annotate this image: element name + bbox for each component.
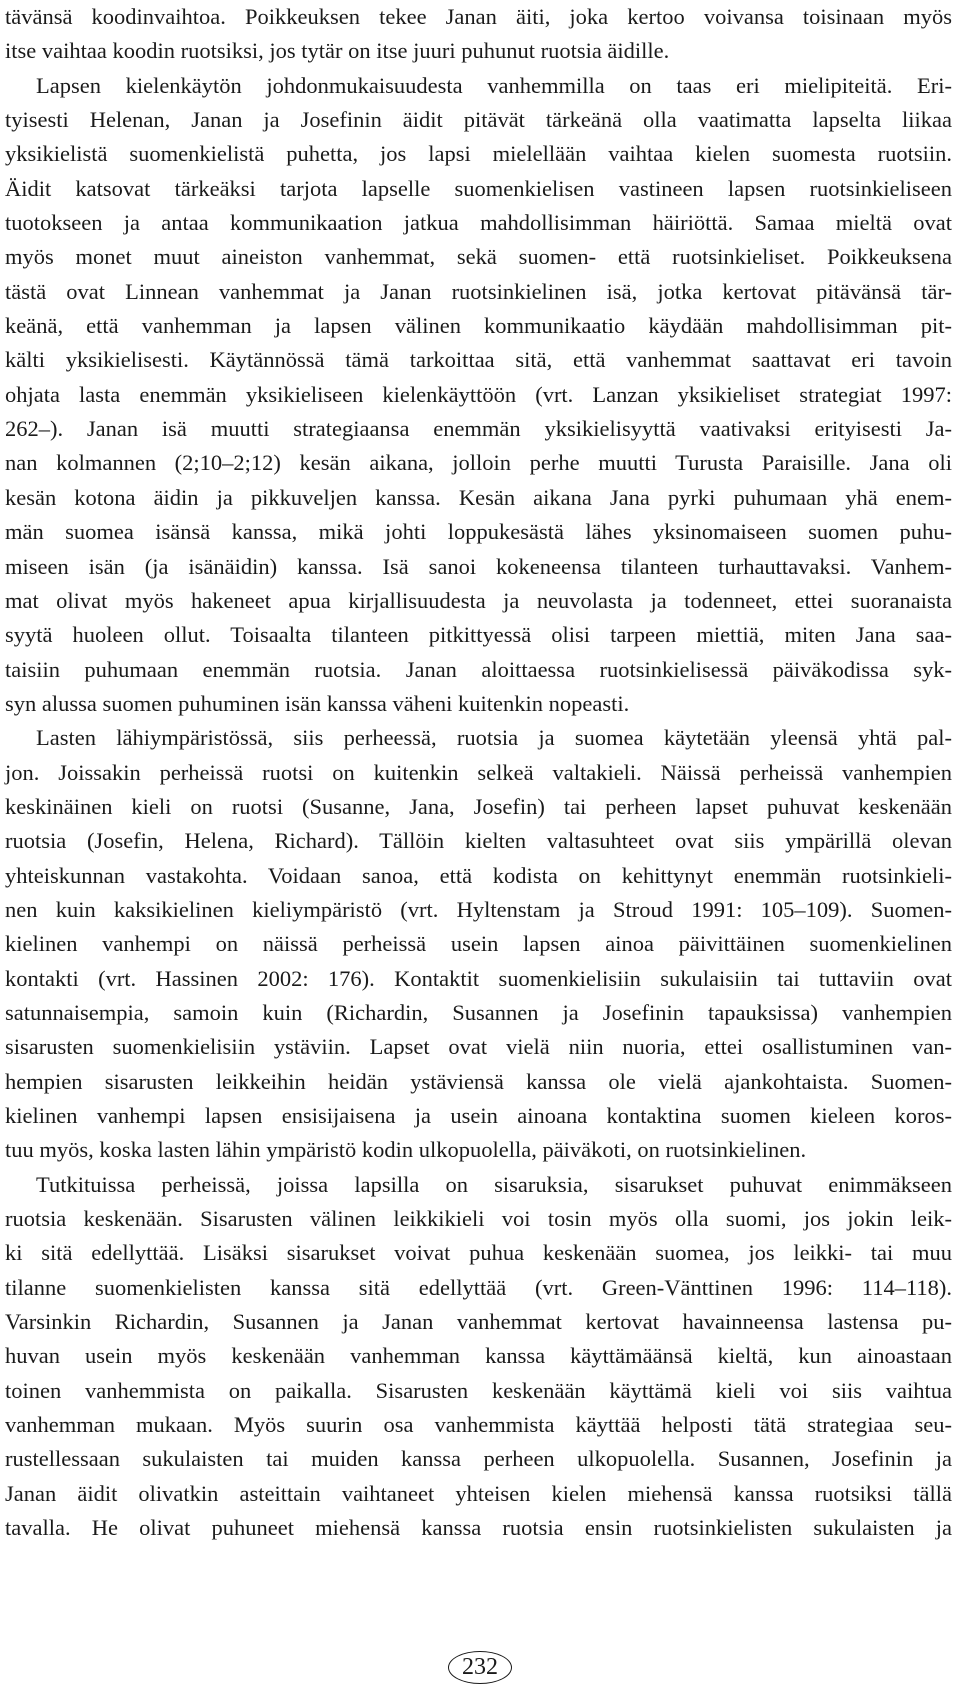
text-line: keskinäinen kieli on ruotsi (Susanne, Jana, Josefin) tai perheen lapset puhuvat keskenään [5, 793, 952, 819]
page-number: 232 [448, 1651, 512, 1684]
text-line: nen kuin kaksikielinen kieliympäristö (vrt. Hyltenstam ja Stroud 1991: 105–109). Suomen- [5, 896, 952, 922]
text-line: Janan äidit olivatkin asteittain vaihtaneet yhteisen kielen miehensä kanssa ruotsiksi tällä [5, 1480, 952, 1506]
text-line: kielinen vanhempi on näissä perheissä usein lapsen ainoa päivittäinen suomenkielinen [5, 931, 952, 957]
text-line: kielinen vanhempi lapsen ensisijaisena ja usein ainoana kontaktina suomen kieleen koros- [5, 1103, 952, 1128]
page-footer [0, 1651, 960, 1684]
text-line: miseen isän (ja isänäidin) kanssa. Isä sanoi kokeneensa tilanteen turhauttavaksi. Vanhem- [5, 553, 952, 579]
text-line: ki sitä edellyttää. Lisäksi sisarukset voivat puhua keskenään suomea, jos leikki- tai muu [5, 1240, 952, 1266]
text-line: män suomea isänsä kanssa, mikä johti loppukesästä lähes yksinomaiseen suomen puhu- [5, 519, 952, 545]
text-line: kontakti (vrt. Hassinen 2002: 176). Kontaktit suomenkielisiin sukulaisiin tai tuttaviin ovat [5, 965, 952, 991]
text-line: keänä, että vanhemman ja lapsen välinen kommunikaatio käydään mahdollisimman pit- [5, 313, 952, 339]
text-line: tästä ovat Linnean vanhemmat ja Janan ruotsinkielinen isä, jotka kertovat pitävänsä tär- [5, 278, 952, 304]
text-line: ruotsia keskenään. Sisarusten välinen leikkikieli voi tosin myös olla suomi, jos jokin leik- [5, 1206, 952, 1232]
text-line: Tutkituissa perheissä, joissa lapsilla on sisaruksia, sisarukset puhuvat enimmäkseen [36, 1171, 952, 1197]
document-body [5, 0, 952, 1545]
text-line: nan kolmannen (2;10–2;12) kesän aikana, jolloin perhe muutti Turusta Paraisille. Jana oli [5, 450, 952, 476]
text-line: tavalla. He olivat puhuneet miehensä kanssa ruotsia ensin ruotsinkielisten sukulaisten ja [5, 1515, 952, 1541]
text-line: mat olivat myös hakeneet apua kirjallisuudesta ja neuvolasta ja todenneet, ettei suoranaista [5, 587, 952, 613]
text-line: Äidit katsovat tärkeäksi tarjota lapselle suomenkielisen vastineen lapsen ruotsinkieliseen [5, 175, 952, 201]
text-line: 262–). Janan isä muutti strategiaansa enemmän yksikielisyyttä vaativaksi erityisesti Ja- [5, 416, 952, 442]
text-line: itse vaihtaa koodin ruotsiksi, jos tytär on itse juuri puhunut ruotsia äidille. [5, 38, 670, 64]
text-line: tuu myös, koska lasten lähin ympäristö kodin ulkopuolella, päiväkoti, on ruotsinkielinen. [5, 1137, 807, 1163]
text-line: Lasten lähiympäristössä, siis perheessä, ruotsia ja suomea käytetään yleensä yhtä pal- [36, 725, 952, 751]
text-line: hempien sisarusten leikkeihin heidän ystäviensä kanssa ole vielä ajankohtaista. Suomen- [5, 1068, 952, 1094]
text-line: tävänsä koodinvaihtoa. Poikkeuksen tekee Janan äiti, joka kertoo voivansa toisinaan myös [5, 4, 952, 29]
text-line: ohjata lasta enemmän yksikieliseen kielenkäyttöön (vrt. Lanzan yksikieliset strategiat 1997: [5, 381, 952, 407]
text-line: Lapsen kielenkäytön johdonmukaisuudesta vanhemmilla on taas eri mielipiteitä. Eri- [36, 72, 952, 98]
text-line: syytä huoleen ollut. Toisaalta tilanteen pitkittyessä olisi tarpeen miettiä, miten Jana saa- [5, 622, 952, 648]
text-line: tuotokseen ja antaa kommunikaation jatkua mahdollisimman häiriöttä. Samaa mieltä ovat [5, 210, 952, 236]
text-line: huvan usein myös keskenään vanhemman kanssa käyttämäänsä kieltä, kun ainoastaan [5, 1343, 952, 1369]
text-line: rustellessaan sukulaisten tai muiden kanssa perheen ulkopuolella. Susannen, Josefinin ja [5, 1446, 952, 1472]
text-line: satunnaisempia, samoin kuin (Richardin, Susannen ja Josefinin tapauksissa) vanhempien [5, 999, 952, 1025]
text-line: syn alussa suomen puhuminen isän kanssa väheni kuitenkin nopeasti. [5, 690, 630, 716]
text-line: vanhemman mukaan. Myös suurin osa vanhemmista käyttää helposti tätä strategiaa seu- [5, 1412, 952, 1438]
text-line: myös monet muut aineiston vanhemmat, sekä suomen- että ruotsinkieliset. Poikkeuksena [5, 244, 952, 270]
text-line: sisarusten suomenkielisiin ystäviin. Lapset ovat vielä niin nuoria, ettei osallistuminen van- [5, 1034, 952, 1060]
text-line: kesän kotona äidin ja pikkuveljen kanssa. Kesän aikana Jana pyrki puhumaan yhä enem- [5, 484, 952, 510]
text-line: yksikielistä suomenkielistä puhetta, jos lapsi mielellään vaihtaa kielen suomesta ruotsiin. [5, 141, 952, 167]
text-line: ruotsia (Josefin, Helena, Richard). Tällöin kielten valtasuhteet ovat siis ympärillä olevan [5, 828, 952, 854]
text-line: toinen vanhemmista on paikalla. Sisarusten keskenään käyttämä kieli voi siis vaihtua [5, 1377, 952, 1403]
text-line: tilanne suomenkielisten kanssa sitä edellyttää (vrt. Green-Vänttinen 1996: 114–118). [5, 1274, 952, 1300]
text-line: Varsinkin Richardin, Susannen ja Janan vanhemmat kertovat havainneensa lastensa pu- [5, 1309, 952, 1335]
text-line: jon. Joissakin perheissä ruotsi on kuitenkin selkeä valtakieli. Näissä perheissä vanhempien [5, 759, 952, 785]
text-line: tyisesti Helenan, Janan ja Josefinin äidit pitävät tärkeänä olla vaatimatta lapselta liikaa [5, 107, 952, 133]
text-line: kälti yksikielisesti. Käytännössä tämä tarkoittaa sitä, että vanhemmat saattavat eri tavoin [5, 347, 952, 373]
text-line: taisiin puhumaan enemmän ruotsia. Janan aloittaessa ruotsinkielisessä päiväkodissa syk- [5, 656, 952, 682]
text-line: yhteiskunnan vastakohta. Voidaan sanoa, että kodista on kehittynyt enemmän ruotsinkieli- [5, 862, 952, 888]
